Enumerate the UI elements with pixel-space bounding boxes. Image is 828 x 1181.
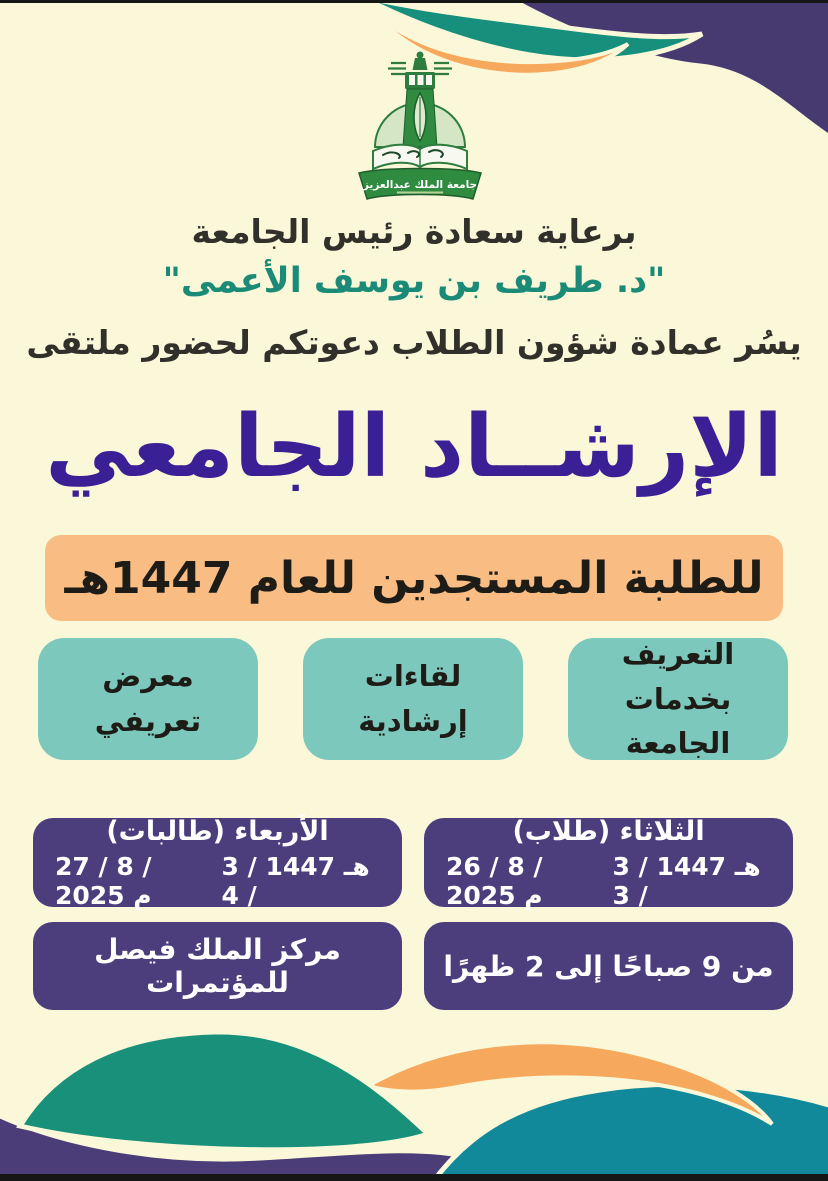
bottom-green-hill [20,1032,428,1150]
feature-label: التعريف بخدمات الجامعة [621,636,735,761]
event-title: الإرشــاد الجامعي [45,397,783,497]
day-label: الثلاثاء (طلاب) [512,815,705,847]
audience-banner [45,535,783,621]
schedule-row [33,815,793,910]
university-logo [353,46,487,204]
bottom-wave-decoration [0,1026,828,1181]
gregorian-date: 27 / 8 / 2025 م [55,851,152,910]
hijri-date: هـ 1447 / 3 / 3 [612,851,761,910]
president-name: "د. طريف بن يوسف الأعمى" [162,261,666,301]
audience-banner-text: للطلبة المستجدين للعام 1447هـ [64,552,764,604]
logo-banner-text: جامعة الملك عبدالعزيز [362,179,478,191]
invitation-line: يسُر عمادة شؤون الطلاب دعوتكم لحضور ملتقى [26,323,802,362]
date-line [424,852,793,910]
details-row [33,922,793,1010]
venue-card [33,922,402,1010]
gregorian-date: 26 / 8 / 2025 م [446,851,543,910]
time-card [424,922,793,1010]
feature-cards-row [38,638,788,760]
bottom-cyan-wave [430,1084,828,1181]
feature-card-exhibition [38,638,258,760]
feature-card-services [568,638,788,760]
venue-text: مركز الملك فيصل للمؤتمرات [94,933,341,999]
date-line [33,852,402,910]
schedule-card-female-students [33,815,402,910]
bottom-border-line [0,1174,828,1181]
feature-label: معرض تعريفي [94,659,202,738]
time-text: من 9 صباحًا إلى 2 ظهرًا [443,949,774,983]
top-border-line [0,0,828,3]
schedule-card-male-students [424,815,793,910]
feature-card-meetings [303,638,523,760]
hijri-date: هـ 1447 / 3 / 4 [221,851,370,910]
day-label: الأربعاء (طالبات) [106,815,329,847]
patronage-line: برعاية سعادة رئيس الجامعة [191,212,637,251]
feature-label: لقاءات إرشادية [358,659,468,738]
